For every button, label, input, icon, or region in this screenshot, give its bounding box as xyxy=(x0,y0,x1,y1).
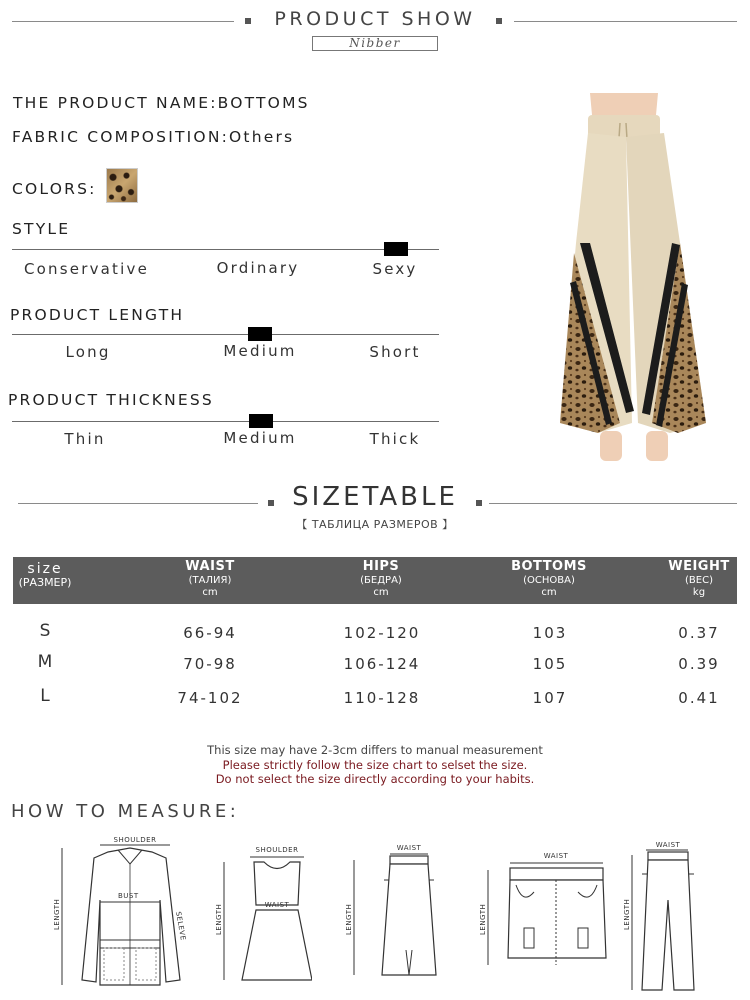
size-warning xyxy=(0,759,750,786)
row-m-size: M xyxy=(37,652,53,672)
col-bottoms xyxy=(494,557,604,599)
header-dot-right xyxy=(496,18,502,24)
col-hips-ru: (БЕДРА) xyxy=(360,575,402,586)
length-title: PRODUCT LENGTH xyxy=(10,306,185,324)
shorts-diagram xyxy=(478,830,618,995)
col-bottoms-ru: (ОСНОВА) xyxy=(523,575,575,586)
style-option-conservative: Conservative xyxy=(24,260,149,278)
dress-icon xyxy=(212,830,312,995)
row-l-hips: 110-128 xyxy=(343,689,421,707)
pants-waist-label: WAIST xyxy=(655,841,681,849)
style-option-sexy: Sexy xyxy=(372,260,418,278)
size-warning-line2: Do not select the size directly according to your habits. xyxy=(215,771,535,786)
pants-illustration xyxy=(560,93,710,465)
thickness-option-thick: Thick xyxy=(369,430,421,448)
dress-length-label: LENGTH xyxy=(215,903,223,935)
jacket-sleeve-label: SELEVE xyxy=(174,910,188,942)
row-m-waist: 70-98 xyxy=(183,655,237,673)
thickness-marker xyxy=(249,414,273,428)
length-option-medium: Medium xyxy=(223,342,297,360)
jacket-length-label: LENGTH xyxy=(53,898,61,930)
header-rule-right xyxy=(514,21,737,22)
skirt-diagram xyxy=(340,830,440,995)
dress-shoulder-label: SHOULDER xyxy=(255,846,299,854)
thickness-option-thin: Thin xyxy=(64,430,106,448)
jacket-shoulder-label: SHOULDER xyxy=(113,836,157,844)
skirt-icon xyxy=(340,830,440,995)
jacket-bust-label: BUST xyxy=(118,892,139,900)
sizetable-header xyxy=(13,557,737,604)
col-hips-label: HIPS xyxy=(362,559,400,574)
col-size-label: size xyxy=(27,561,63,577)
col-waist-label: WAIST xyxy=(185,559,235,574)
jacket-icon xyxy=(48,830,198,995)
row-m-bottoms: 105 xyxy=(532,655,568,673)
col-hips xyxy=(331,557,431,599)
pants-diagram xyxy=(622,830,722,995)
col-hips-unit: cm xyxy=(373,587,389,598)
style-scale-line xyxy=(12,249,439,250)
col-weight-unit: kg xyxy=(692,587,706,598)
sizetable-subtitle: 【 ТАБЛИЦА РАЗМЕРОВ 】 xyxy=(296,518,454,531)
col-bottoms-label: BOTTOMS xyxy=(511,559,587,574)
colors-label: COLORS: xyxy=(12,180,97,198)
brand-label: Nibber xyxy=(312,36,438,51)
shorts-length-label: LENGTH xyxy=(479,903,487,935)
row-l-weight: 0.41 xyxy=(678,689,720,707)
sizetable-dot-right xyxy=(476,500,482,506)
sizetable-rule-right xyxy=(489,503,737,504)
fabric-composition: FABRIC COMPOSITION:Others xyxy=(12,128,295,146)
row-m-hips: 106-124 xyxy=(343,655,421,673)
style-title: STYLE xyxy=(12,220,71,238)
shorts-waist-label: WAIST xyxy=(543,852,569,860)
length-option-short: Short xyxy=(369,343,421,361)
col-waist-unit: cm xyxy=(202,587,218,598)
row-l-size: L xyxy=(40,686,50,706)
col-weight-ru: (ВЕС) xyxy=(685,575,713,586)
length-option-long: Long xyxy=(65,343,111,361)
dress-diagram xyxy=(212,830,312,995)
skirt-waist-label: WAIST xyxy=(396,844,422,852)
skirt-length-label: LENGTH xyxy=(345,903,353,935)
length-scale-line xyxy=(12,334,439,335)
how-to-measure-title: HOW TO MEASURE: xyxy=(11,801,240,822)
sizetable-title: SIZETABLE xyxy=(292,482,458,512)
product-show-title: PRODUCT SHOW xyxy=(274,8,476,30)
product-photo[interactable] xyxy=(560,93,710,465)
col-weight-label: WEIGHT xyxy=(668,559,730,574)
product-name: THE PRODUCT NAME:BOTTOMS xyxy=(13,94,310,112)
col-size xyxy=(13,557,77,589)
style-option-ordinary: Ordinary xyxy=(216,259,300,277)
row-l-waist: 74-102 xyxy=(177,689,243,707)
col-waist-ru: (ТАЛИЯ) xyxy=(188,575,232,586)
size-warning-line1: Please strictly follow the size chart to selset the size. xyxy=(222,758,528,772)
col-waist xyxy=(160,557,260,599)
jacket-diagram xyxy=(48,830,198,995)
pants-length-label: LENGTH xyxy=(623,898,631,930)
col-weight xyxy=(657,557,741,599)
length-marker xyxy=(248,327,272,341)
measurement-note: This size may have 2-3cm differs to manual measurement xyxy=(207,743,543,757)
col-bottoms-unit: cm xyxy=(541,587,557,598)
row-m-weight: 0.39 xyxy=(678,655,720,673)
row-s-waist: 66-94 xyxy=(183,624,237,642)
row-s-bottoms: 103 xyxy=(532,624,568,642)
row-s-weight: 0.37 xyxy=(678,624,720,642)
thickness-option-medium: Medium xyxy=(223,429,297,447)
row-s-size: S xyxy=(39,621,51,641)
leopard-color-swatch[interactable] xyxy=(106,168,138,203)
style-marker xyxy=(384,242,408,256)
pants-icon xyxy=(622,830,722,995)
dress-waist-label: WAIST xyxy=(264,901,290,909)
col-size-ru: (РАЗМЕР) xyxy=(18,576,72,589)
thickness-title: PRODUCT THICKNESS xyxy=(8,391,214,409)
row-l-bottoms: 107 xyxy=(532,689,568,707)
thickness-scale-line xyxy=(12,421,439,422)
shorts-icon xyxy=(478,830,618,995)
row-s-hips: 102-120 xyxy=(343,624,421,642)
